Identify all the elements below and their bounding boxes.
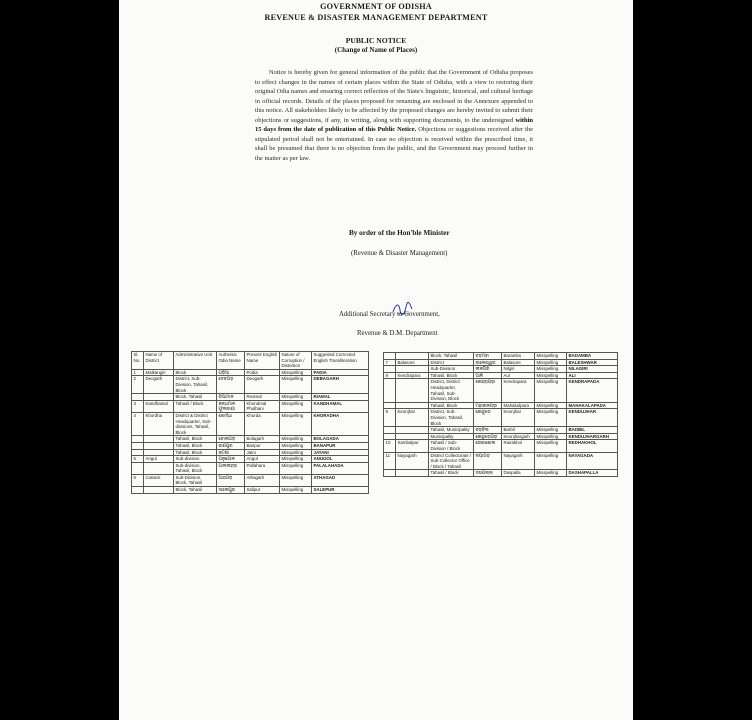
table-cell: ANUGOL [312,456,369,463]
table-row [132,412,369,435]
table-cell: Misspelling [535,379,567,402]
table-cell [144,449,174,456]
annexure-table-right [383,352,618,477]
table-cell: Khurda [245,412,280,435]
table-cell: Kandhamal [144,400,174,412]
table-cell: NILAGIRI [567,366,618,373]
table-cell: Deogarh [144,376,174,394]
table-cell: Jatni [245,449,280,456]
table-cell [396,353,429,360]
table-cell [396,470,429,477]
table-cell: Misspelling [535,433,567,440]
table-cell: ବଡ଼ମ୍ବା [474,353,502,360]
table-cell: Misspelling [535,452,567,470]
column-header: Name of District [144,352,174,370]
table-row [132,369,369,376]
table-cell: Khordha [144,412,174,435]
table-cell: Misspelling [280,436,312,443]
table-cell [132,487,144,494]
table-cell [144,436,174,443]
table-row [132,462,369,474]
table-cell: REDHAKHOL [567,440,618,452]
table-cell: Tahasil, Block [174,442,217,449]
table-cell: Barambs [502,353,535,360]
table-cell: KENDUJHARGARH [567,433,618,440]
table-header-row [132,352,369,370]
table-row [132,400,369,412]
table-cell: Angul [144,456,174,463]
table-cell: Salipur [245,487,280,494]
table-cell: ଜଟଣୀ [217,449,245,456]
table-cell: District, Sub-Division, Tahasil, Block [429,409,474,427]
table-cell: Block, Tahasil [174,487,217,494]
table-cell: Athagarh [245,474,280,486]
table-cell: Block, Tahasil [429,353,474,360]
table-cell: District Collectorate / Sub-Collector Office / Block / Tahasil [429,452,474,470]
table-row [384,379,618,402]
table-cell: Misspelling [535,372,567,379]
table-row [132,474,369,486]
table-cell: 6 [132,474,144,486]
table-cell: Sambalpur [396,440,429,452]
table-cell: Misspelling [280,456,312,463]
table-row [384,427,618,434]
table-cell [132,442,144,449]
table-cell: Rairakhol [502,440,535,452]
table-row [132,456,369,463]
table-cell: BADBIL [567,427,618,434]
table-cell: Tahasil / Block [174,400,217,412]
table-cell: 1 [132,369,144,376]
table-row [384,452,618,470]
table-cell [132,449,144,456]
table-cell [396,433,429,440]
table-cell: Nayagarh [502,452,535,470]
table-cell: DEBAGARH [312,376,369,394]
table-cell: ପଡ଼ିଆ [217,369,245,376]
table-cell: Misspelling [535,366,567,373]
notice-deadline: within 15 days from the date of publication of this Public Notice. [255,116,533,134]
table-cell: Misspelling [535,427,567,434]
table-cell: Block, Tahasil [174,394,217,401]
table-cell: Tahasil, Municipality [429,427,474,434]
table-cell: Misspelling [535,353,567,360]
table-cell: Kendrapara [502,379,535,402]
table-cell: ରିଆମାଳ [217,394,245,401]
table-cell: Misspelling [535,470,567,477]
table-cell [132,462,144,474]
table-cell: BALESHWAR [567,359,618,366]
table-cell: Municipality [429,433,474,440]
table-cell: District & District Headquarter, Sub-divisions, Tahasil, Block [174,412,217,435]
table-cell: Cuttack [144,474,174,486]
table-row [132,487,369,494]
table-cell: Misspelling [280,394,312,401]
table-cell: 4 [132,412,144,435]
table-cell: ନୀଳଗିରି [474,366,502,373]
table-cell: 3 [132,400,144,412]
table-cell: Misspelling [535,359,567,366]
table-row [384,402,618,409]
table-row [384,359,618,366]
table-cell: Barbil [502,427,535,434]
table-cell: 7 [384,359,396,366]
notice-text-start: Notice is hereby given for general information of the public that the Government of Odisha proposes to effect changes in the names of certain places within the State of Odisha, with a view to restoring their original Odia names and ensuring correct reflection of the State's linguistic, historical, and cultural heritage in official records. Details of the places proposed for renaming are enclosed in the Annexure appended to this notice. All stakeholders likely to be affected by the proposed changes are hereby invited to submit their objections or suggestions, if any, in writing, along with supporting documents, to the undersigned [255,69,533,124]
table-cell: KANDHAMAL [312,400,369,412]
table-cell [384,353,396,360]
table-cell [144,462,174,474]
column-header: Suggested Corrected English Transliteration [312,352,369,370]
table-cell: Nayagarh [396,452,429,470]
table-cell: KENDUJHAR [567,409,618,427]
table-cell: Angul [245,456,280,463]
table-cell: Kendrapara [396,372,429,379]
table-cell: 8 [384,372,396,379]
signatory-department: Revenue & D.M. Department [357,330,438,337]
table-row [384,353,618,360]
table-cell: Sub-Division, Block, Tahasil [174,474,217,486]
table-cell [132,436,144,443]
table-cell: ପାଲଲହଡ଼ା [217,462,245,474]
table-row [132,449,369,456]
table-cell: Keonjhar [502,409,535,427]
table-cell: Misspelling [535,402,567,409]
table-cell: Khondmal Phulbani [245,400,280,412]
table-cell: Tahasil / Sub-Division / Block [429,440,474,452]
table-row [384,440,618,452]
table-cell: Misspelling [280,462,312,474]
table-cell: Tahasil / Block [429,470,474,477]
table-cell: Daspalla [502,470,535,477]
table-cell: Misspelling [280,487,312,494]
table-row [132,442,369,449]
table-cell: Misspelling [280,400,312,412]
table-cell: Bolagarh [245,436,280,443]
table-cell: Pallahara [245,462,280,474]
department-heading: REVENUE & DISASTER MANAGEMENT DEPARTMENT [264,13,488,22]
table-cell: JATANI [312,449,369,456]
table-cell: District [429,359,474,366]
table-cell [384,379,396,402]
table-cell: ଦେବଗଡ଼ [217,376,245,394]
table-cell: Sub-division, Tahasil, Block [174,462,217,474]
column-header: Present English Name [245,352,280,370]
table-cell: ବୋଲଗଡ଼ [217,436,245,443]
signatory-designation: Additional Secretary to Government, [339,311,440,318]
table-cell: KENDRAPADA [567,379,618,402]
table-cell: Misspelling [535,440,567,452]
column-header: Administrative Unit [174,352,217,370]
table-cell: 2 [132,376,144,394]
table-cell: ALI [567,372,618,379]
table-cell [384,402,396,409]
table-cell: District, Sub-Division, Tahasil, Block [174,376,217,394]
table-cell: Block [174,369,217,376]
table-cell: BADAMBA [567,353,618,360]
table-cell: MAHAKALAPADA [567,402,618,409]
table-cell [132,394,144,401]
table-cell [144,442,174,449]
table-row [384,470,618,477]
table-cell: ଦଶପଲ୍ଲା [474,470,502,477]
table-cell [144,394,174,401]
table-cell: ଆଠଗଡ଼ [217,474,245,486]
table-cell: ରେଢାଖୋଲ [474,440,502,452]
table-cell: 5 [132,456,144,463]
table-cell: PADIA [312,369,369,376]
by-order-line: By order of the Hon'ble Minister [349,229,450,237]
notice-paragraph [255,68,533,163]
table-cell: Keonjhar [396,409,429,427]
table-cell: NAYAGADA [567,452,618,470]
government-heading: GOVERNMENT OF ODISHA [320,2,432,11]
table-cell: Misspelling [280,412,312,435]
notice-text-end: Objections or suggestions received after the stipulated period shall not be entertained. In case no objection is received within the prescribed time, it shall be presumed that there is no objection from the public, and the Government may proceed further in the matter as per law. [255,126,533,162]
notice-title: PUBLIC NOTICE [345,36,407,45]
table-cell: ଅନୁଗୋଳ [217,456,245,463]
table-cell: SALEPUR [312,487,369,494]
annexure-table-left [131,351,369,494]
table-cell: ବାଣପୁର [217,442,245,449]
table-cell: RIAMAL [312,394,369,401]
notice-subtitle: (Change of Name of Places) [334,46,418,54]
column-header: Sl. No. [132,352,144,370]
table-cell: Balasore [502,359,535,366]
table-cell: Banpur [245,442,280,449]
table-cell: Sub-division [174,456,217,463]
table-cell: ATHAGAD [312,474,369,486]
table-cell: Misspelling [280,442,312,449]
table-cell: Misspelling [280,449,312,456]
table-row [384,409,618,427]
table-cell: କେନ୍ଦୁଝର [474,409,502,427]
table-cell [396,427,429,434]
table-cell: Aul [502,372,535,379]
table-cell: Tahasil, Block [174,436,217,443]
table-cell: DASHAPALLA [567,470,618,477]
table-cell: 9 [384,409,396,427]
table-cell: Mahakalpara [502,402,535,409]
table-cell: PALALAHADA [312,462,369,474]
table-cell: BOLAGADA [312,436,369,443]
table-cell: KHORADHA [312,412,369,435]
table-cell: ବଡ଼ବିଲ [474,427,502,434]
table-cell: Tahasil, Block [174,449,217,456]
order-department: (Revenue & Disaster Management) [351,250,448,257]
table-cell [384,470,396,477]
table-cell: କେନ୍ଦୁଝରଗଡ଼ [474,433,502,440]
table-cell: ନୟାଗଡ଼ [474,452,502,470]
table-row [384,366,618,373]
table-cell: Misspelling [280,369,312,376]
table-cell: Keonjhargarh [502,433,535,440]
table-row [132,376,369,394]
table-cell: ଆଳି [474,372,502,379]
table-row [384,372,618,379]
table-cell: Reamal [245,394,280,401]
table-row [132,394,369,401]
table-cell: Tahasil, Block [429,402,474,409]
table-cell: 10 [384,440,396,452]
table-cell: Misspelling [535,409,567,427]
table-cell: Misspelling [280,376,312,394]
table-cell: District, District Headquarter, Tahasil, Sub-Division, Block [429,379,474,402]
table-cell: Sub-Division [429,366,474,373]
table-cell: ସାଲେପୁର [217,487,245,494]
table-cell: ଖୋର୍ଦ୍ଧା [217,412,245,435]
notice-document [119,0,633,720]
table-row [384,433,618,440]
table-cell: Balasore [396,359,429,366]
column-header: Authentic Odia Name [217,352,245,370]
table-cell: Misspelling [280,474,312,486]
table-cell: Deogarh [245,376,280,394]
table-cell: Nilgiri [502,366,535,373]
table-cell: BANAPUR [312,442,369,449]
table-cell: 11 [384,452,396,470]
table-cell: କେନ୍ଦ୍ରାପଡ଼ା [474,379,502,402]
table-cell [384,433,396,440]
table-cell: ମହାକାଳପଡ଼ା [474,402,502,409]
table-cell [384,366,396,373]
table-cell [396,366,429,373]
table-cell: କନ୍ଧମାଳ ଫୁଲବାଣୀ [217,400,245,412]
table-cell: Malkangiri [144,369,174,376]
table-row [132,436,369,443]
column-header: Nature of Corruption / Distortion [280,352,312,370]
table-cell [396,379,429,402]
table-cell [144,487,174,494]
table-cell: Podia [245,369,280,376]
table-cell [396,402,429,409]
table-cell [384,427,396,434]
table-cell: ବାଲେଶ୍ୱର [474,359,502,366]
table-cell: Tahasil, Block [429,372,474,379]
